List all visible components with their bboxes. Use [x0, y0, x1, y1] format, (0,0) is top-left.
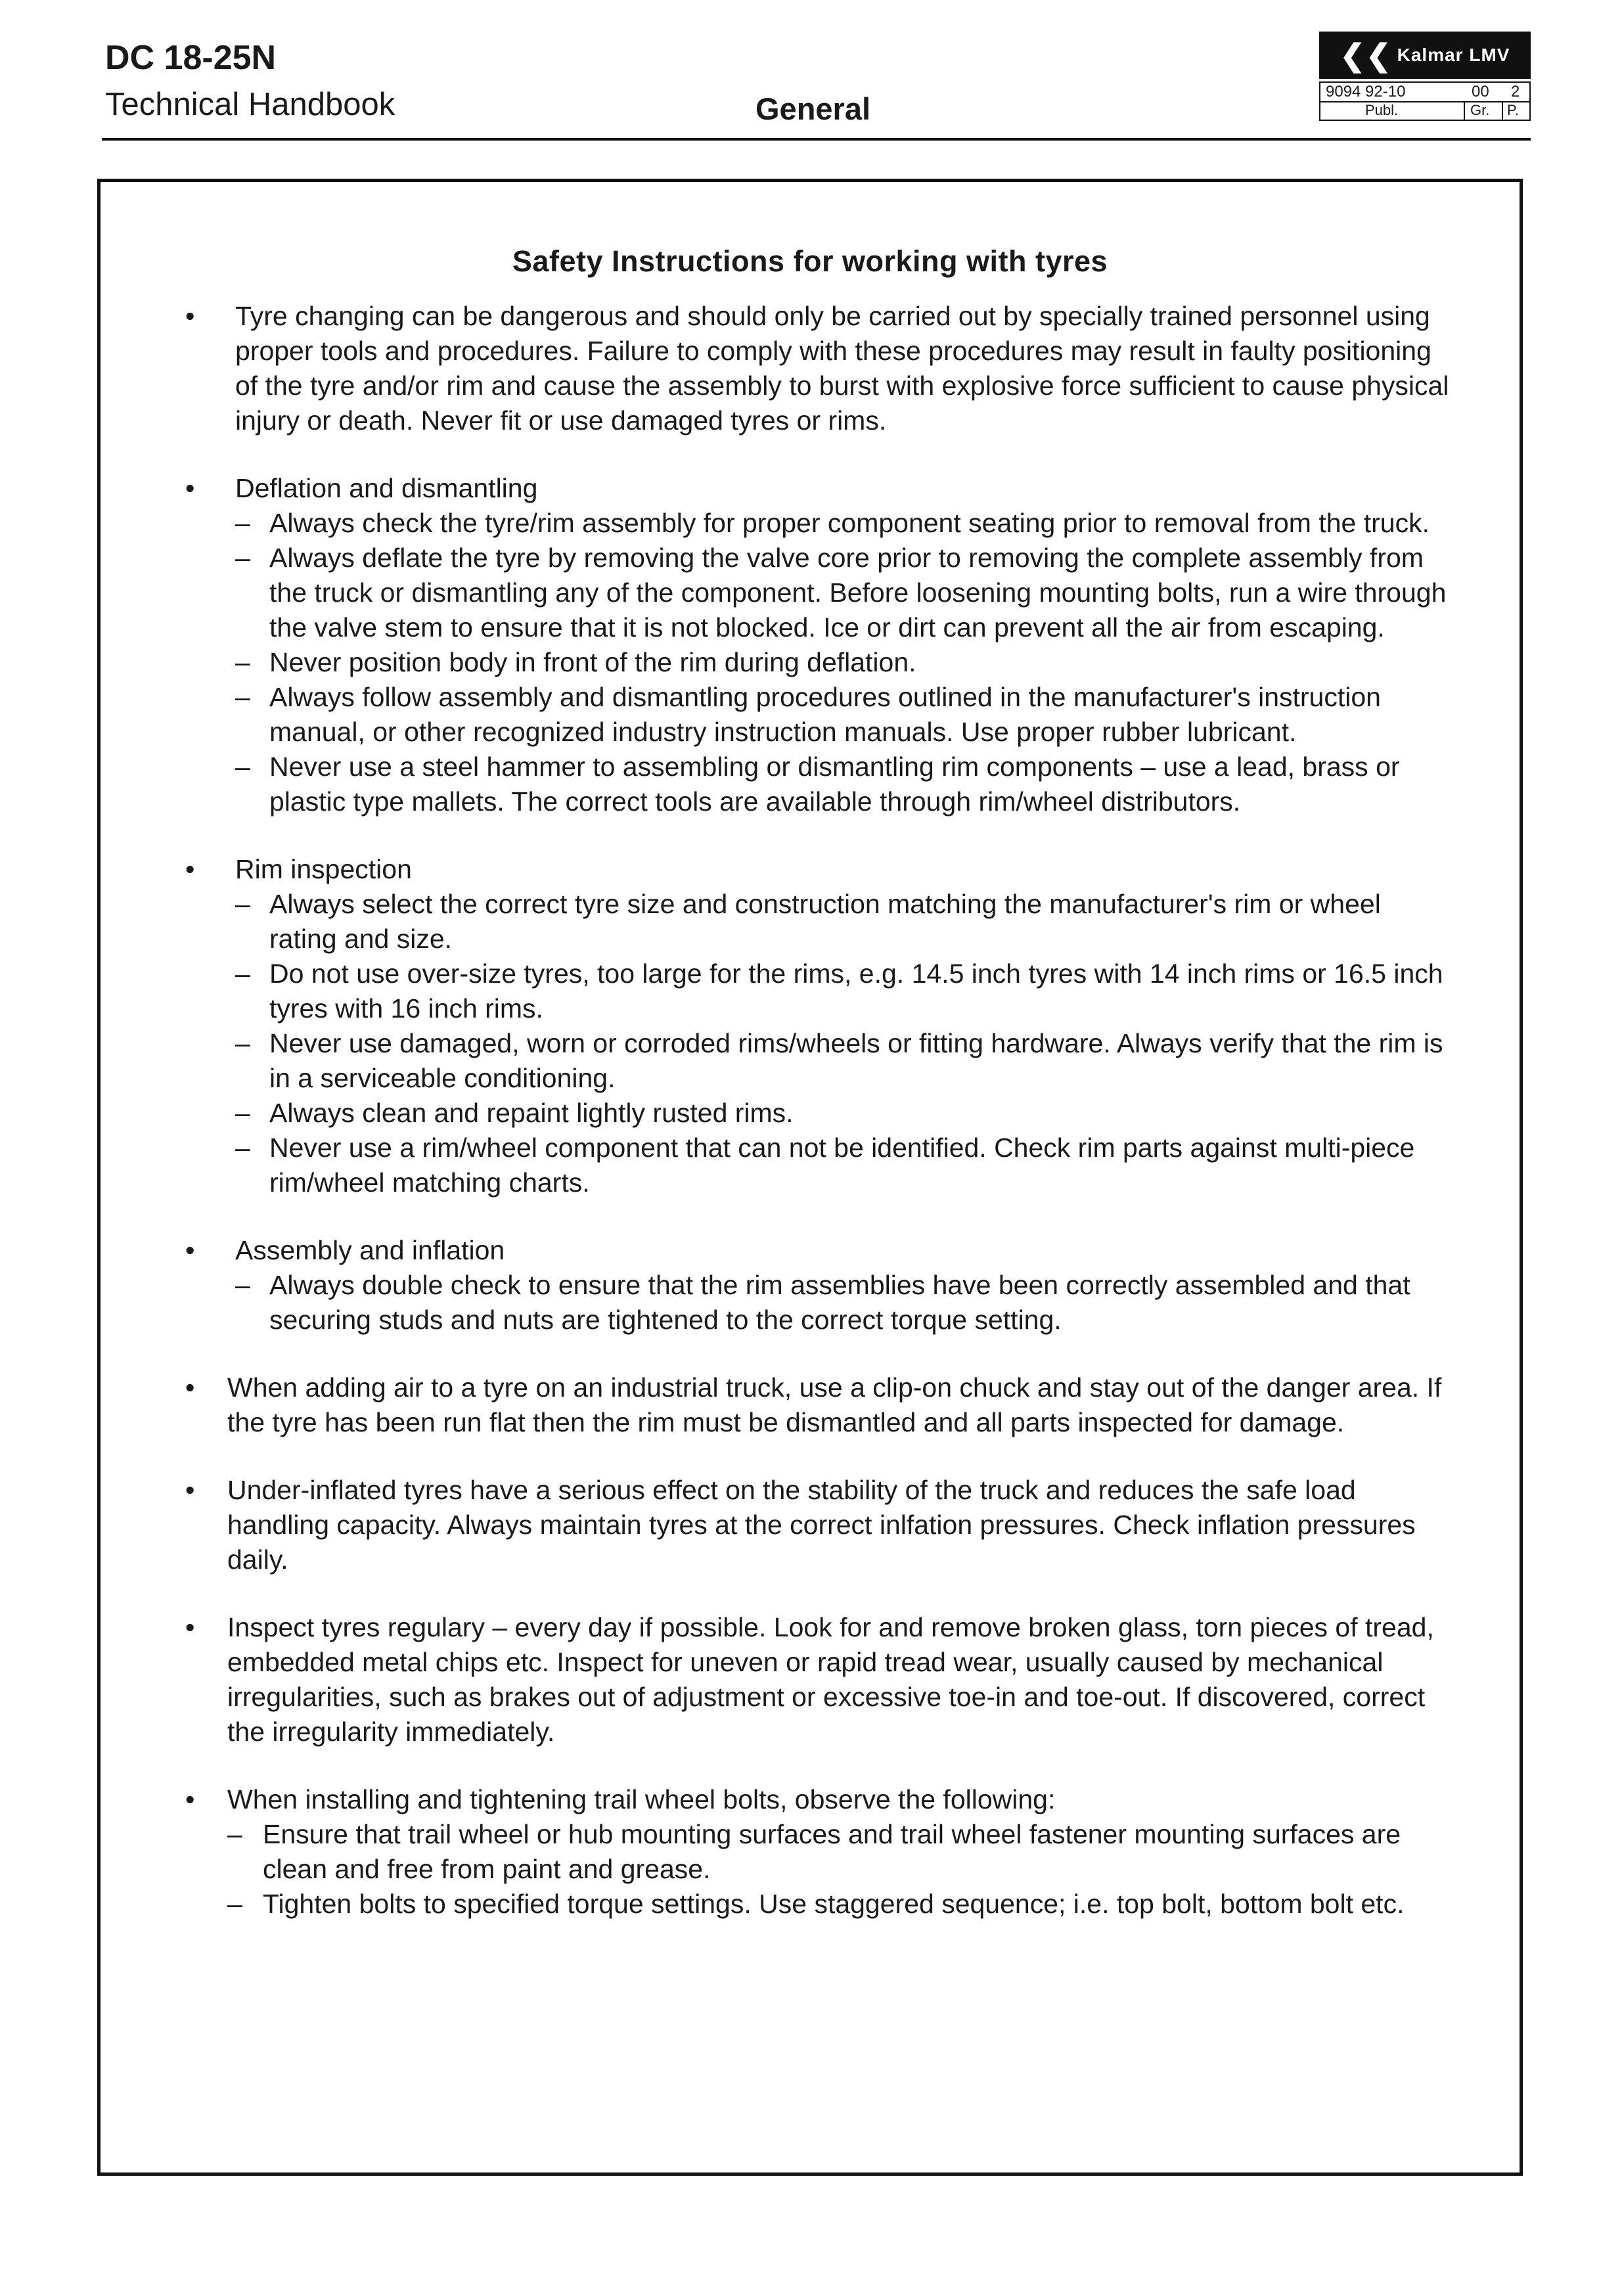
- list-item: [0, 1782, 1622, 1922]
- sub-item: [0, 957, 1622, 1026]
- bullet: •: [185, 473, 195, 503]
- dash: –: [235, 1133, 250, 1163]
- bullet: •: [185, 1784, 195, 1814]
- dash: –: [235, 958, 250, 989]
- sub-item-text: Always deflate the tyre by removing the valve core prior to removing the complete assembly from the truck or dismantling any of the component. Before loosening mounting bolts, run a wire through the valve stem to ensure that it is not blocked. Ice or dirt can prevent all the air from escaping.: [269, 543, 1447, 642]
- item-text: Rim inspection: [235, 854, 412, 884]
- page-label: P.: [1507, 102, 1519, 118]
- publ-label: Publ.: [1365, 102, 1399, 118]
- dash: –: [235, 1028, 250, 1058]
- sub-item-text: Never position body in front of the rim during deflation.: [269, 647, 916, 677]
- sub-item-text: Ensure that trail wheel or hub mounting surfaces and trail wheel fastener mounting surfaces are clean and free from paint and grease.: [263, 1819, 1401, 1884]
- sub-item-text: Tighten bolts to specified torque settings. Use staggered sequence; i.e. top bolt, bottom bolt etc.: [263, 1889, 1405, 1919]
- sub-item-text: Never use damaged, worn or corroded rims/wheels or fitting hardware. Always verify that the rim is in a serviceable conditioning.: [269, 1028, 1443, 1093]
- group-number: 00: [1472, 83, 1489, 101]
- logo-text: Kalmar LMV: [1397, 45, 1510, 65]
- item-text: Assembly and inflation: [235, 1235, 505, 1265]
- divider: [1464, 101, 1465, 120]
- bullet: •: [185, 1612, 195, 1642]
- item-text: When installing and tightening trail wheel bolts, observe the following:: [227, 1784, 1056, 1814]
- list-item: [0, 1610, 1622, 1749]
- dash: –: [235, 1270, 250, 1300]
- section-name: General: [755, 91, 871, 126]
- bullet: •: [185, 1235, 195, 1265]
- kalmar-chevron-icon: ❮❮: [1340, 38, 1392, 72]
- sub-item-text: Always follow assembly and dismantling procedures outlined in the manufacturer's instruction manual, or other recognized industry instruction manuals. Use proper rubber lubricant.: [269, 682, 1381, 747]
- item-text: Deflation and dismantling: [235, 473, 538, 503]
- list-item: [0, 471, 1622, 819]
- sub-item-text: Always double check to ensure that the rim assemblies have been correctly assembled and that securing studs and nuts are tightened to the correct torque setting.: [269, 1270, 1410, 1335]
- item-text: Tyre changing can be dangerous and should only be carried out by specially trained personnel using proper tools and procedures. Failure to comply with these procedures may result in faulty positioning of the tyre and/or rim and cause the assembly to burst with explosive force sufficient to cause physical injury or death. Never fit or use damaged tyres or rims.: [235, 301, 1449, 436]
- bullet: •: [185, 301, 195, 331]
- sub-item: [0, 1887, 1622, 1922]
- page-number: 2: [1511, 83, 1520, 101]
- divider: [1502, 101, 1503, 120]
- dash: –: [227, 1889, 242, 1919]
- item-text: Under-inflated tyres have a serious effect on the stability of the truck and reduces the safe load handling capacity. Always maintain tyres at the correct inlfation pressures. Check inflation pressures daily.: [227, 1475, 1416, 1575]
- list-item: [0, 852, 1622, 1200]
- sub-item-text: Never use a steel hammer to assembling or dismantling rim components – use a lead, brass or plastic type mallets. The correct tools are available through rim/wheel distributors.: [269, 752, 1400, 817]
- sub-item: [0, 1131, 1622, 1200]
- list-item: [0, 1370, 1622, 1440]
- header-rule: [102, 138, 1531, 141]
- dash: –: [235, 682, 250, 712]
- sub-item-text: Always select the correct tyre size and construction matching the manufacturer's rim or wheel rating and size.: [269, 889, 1381, 954]
- reference-labels: [1320, 101, 1529, 120]
- sub-item: [0, 645, 1622, 680]
- dash: –: [235, 889, 250, 919]
- item-text: When adding air to a tyre on an industrial truck, use a clip-on chuck and stay out of the danger area. If the tyre has been run flat then the rim must be dismantled and all parts inspected for damage.: [227, 1372, 1442, 1437]
- bullet: •: [185, 1475, 195, 1505]
- publication-number: 9094 92-10: [1326, 83, 1406, 101]
- bullet: •: [185, 854, 195, 884]
- sub-item: [0, 750, 1622, 819]
- list-item: [0, 1473, 1622, 1577]
- sub-item-text: Always check the tyre/rim assembly for proper component seating prior to removal from the truck.: [269, 508, 1430, 538]
- dash: –: [235, 543, 250, 573]
- list-item: [0, 299, 1622, 438]
- dash: –: [235, 752, 250, 782]
- reference-values: [1320, 83, 1529, 102]
- sub-item: [0, 1268, 1622, 1338]
- dash: –: [235, 647, 250, 677]
- sub-item: [0, 1026, 1622, 1096]
- item-text: Inspect tyres regulary – every day if possible. Look for and remove broken glass, torn pieces of tread, embedded metal chips etc. Inspect for uneven or rapid tread wear, usually caused by mechanical irregularities, such as brakes out of adjustment or excessive toe-in and toe-out. If discovered, correct the irregularity immediately.: [227, 1612, 1434, 1747]
- kalmar-logo: [1319, 32, 1531, 79]
- document-subtitle: Technical Handbook: [105, 87, 395, 122]
- dash: –: [235, 1098, 250, 1128]
- sub-item: [0, 1817, 1622, 1887]
- sub-item-text: Never use a rim/wheel component that can not be identified. Check rim parts against multi-piece rim/wheel matching charts.: [269, 1133, 1415, 1198]
- sub-item: [0, 1096, 1622, 1131]
- dash: –: [227, 1819, 242, 1849]
- safety-instructions-list: [0, 299, 1622, 1954]
- dash: –: [235, 508, 250, 538]
- group-label: Gr.: [1470, 102, 1490, 118]
- bullet: •: [185, 1372, 195, 1403]
- sub-item-text: Always clean and repaint lightly rusted rims.: [269, 1098, 794, 1128]
- document-model: DC 18-25N: [105, 39, 277, 77]
- page-title: Safety Instructions for working with tyres: [512, 244, 1108, 278]
- sub-item: [0, 887, 1622, 957]
- sub-item: [0, 541, 1622, 645]
- list-item: [0, 1233, 1622, 1338]
- sub-item: [0, 680, 1622, 750]
- publication-reference-box: [1319, 81, 1531, 121]
- sub-item: [0, 506, 1622, 541]
- sub-item-text: Do not use over-size tyres, too large for the rims, e.g. 14.5 inch tyres with 14 inch rims or 16.5 inch tyres with 16 inch rims.: [269, 958, 1443, 1024]
